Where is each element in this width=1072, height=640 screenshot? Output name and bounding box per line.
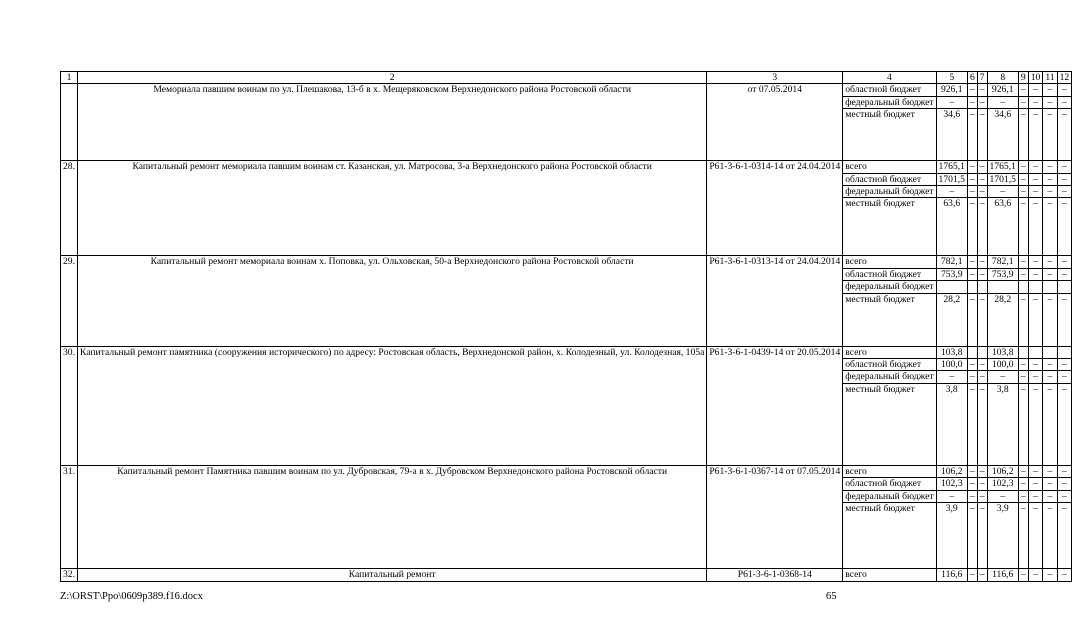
amount-cell bbox=[977, 281, 987, 293]
funding-source: федеральный бюджет bbox=[843, 186, 936, 198]
amount-cell: – bbox=[1057, 268, 1072, 280]
amount-cell: – bbox=[1057, 490, 1072, 502]
file-path: Z:\ORST\Ppo\0609p389.f16.docx bbox=[60, 591, 203, 602]
amount-cell: – bbox=[1043, 383, 1057, 465]
amount-cell: – bbox=[1018, 383, 1028, 465]
amount-cell: 100,0 bbox=[987, 359, 1018, 371]
amount-cell: – bbox=[1018, 198, 1028, 256]
amount-cell: – bbox=[1028, 371, 1043, 383]
amount-cell: 1765,1 bbox=[936, 161, 967, 173]
amount-cell: 28,2 bbox=[987, 293, 1018, 346]
amount-cell: – bbox=[1028, 359, 1043, 371]
amount-cell: 106,2 bbox=[936, 465, 967, 477]
amount-cell: 116,6 bbox=[987, 569, 1018, 581]
amount-cell: 1701,5 bbox=[936, 173, 967, 185]
amount-cell: – bbox=[967, 569, 977, 581]
amount-cell: 782,1 bbox=[987, 256, 1018, 268]
amount-cell bbox=[1028, 346, 1043, 358]
amount-cell: 102,3 bbox=[936, 478, 967, 490]
object-name: Капитальный ремонт bbox=[78, 569, 707, 581]
column-number-row bbox=[61, 72, 1072, 84]
amount-cell: – bbox=[1028, 109, 1043, 161]
amount-cell: – bbox=[977, 293, 987, 346]
amount-cell: – bbox=[967, 359, 977, 371]
amount-cell: – bbox=[977, 198, 987, 256]
amount-cell: – bbox=[1018, 490, 1028, 502]
amount-cell: – bbox=[1057, 465, 1072, 477]
amount-cell: – bbox=[967, 256, 977, 268]
amount-cell: 106,2 bbox=[987, 465, 1018, 477]
amount-cell: – bbox=[977, 109, 987, 161]
table-row bbox=[61, 346, 1072, 358]
amount-cell: – bbox=[1028, 465, 1043, 477]
amount-cell: – bbox=[1028, 198, 1043, 256]
amount-cell: – bbox=[1018, 371, 1028, 383]
column-number: 8 bbox=[987, 72, 1018, 84]
item-number: 32. bbox=[61, 569, 78, 581]
amount-cell: – bbox=[1043, 84, 1057, 96]
amount-cell: – bbox=[977, 490, 987, 502]
funding-source: областной бюджет bbox=[843, 359, 936, 371]
object-name: Капитальный ремонт Памятника павшим воинам по ул. Дубровская, 79-а в х. Дубровском Верхнедонского района Ростовской области bbox=[78, 465, 707, 568]
amount-cell: – bbox=[1057, 383, 1072, 465]
funding-source: областной бюджет bbox=[843, 478, 936, 490]
funding-source: федеральный бюджет bbox=[843, 96, 936, 108]
amount-cell: – bbox=[1028, 186, 1043, 198]
amount-cell: – bbox=[967, 96, 977, 108]
amount-cell: – bbox=[936, 96, 967, 108]
amount-cell: – bbox=[1057, 84, 1072, 96]
amount-cell: 28,2 bbox=[936, 293, 967, 346]
amount-cell: – bbox=[1057, 109, 1072, 161]
amount-cell: – bbox=[977, 569, 987, 581]
object-name: Мемориала павшим воинам по ул. Плешакова, 13-б в х. Мещеряковском Верхнедонского района Ростовской области bbox=[78, 84, 707, 161]
item-number: 29. bbox=[61, 256, 78, 346]
document-ref: Р61-3-6-1-0313-14 от 24.04.2014 bbox=[707, 256, 843, 346]
amount-cell: – bbox=[977, 186, 987, 198]
amount-cell: – bbox=[967, 490, 977, 502]
amount-cell: – bbox=[1043, 503, 1057, 569]
item-number bbox=[61, 84, 78, 161]
amount-cell: – bbox=[1043, 359, 1057, 371]
document-ref: от 07.05.2014 bbox=[707, 84, 843, 161]
amount-cell: 34,6 bbox=[987, 109, 1018, 161]
amount-cell bbox=[1043, 281, 1057, 293]
amount-cell: – bbox=[977, 371, 987, 383]
amount-cell: – bbox=[967, 465, 977, 477]
amount-cell: 753,9 bbox=[987, 268, 1018, 280]
budget-table bbox=[60, 71, 1072, 582]
amount-cell: – bbox=[1057, 293, 1072, 346]
table-row bbox=[61, 569, 1072, 581]
amount-cell: – bbox=[967, 293, 977, 346]
amount-cell: – bbox=[977, 503, 987, 569]
column-number: 6 bbox=[967, 72, 977, 84]
amount-cell: – bbox=[1018, 161, 1028, 173]
amount-cell: – bbox=[1018, 268, 1028, 280]
amount-cell: – bbox=[1057, 569, 1072, 581]
amount-cell: – bbox=[977, 161, 987, 173]
column-number: 5 bbox=[936, 72, 967, 84]
amount-cell: 100,0 bbox=[936, 359, 967, 371]
amount-cell: 926,1 bbox=[987, 84, 1018, 96]
amount-cell bbox=[1018, 346, 1028, 358]
column-number: 2 bbox=[78, 72, 707, 84]
amount-cell: 782,1 bbox=[936, 256, 967, 268]
amount-cell: 3,9 bbox=[987, 503, 1018, 569]
amount-cell: – bbox=[1028, 173, 1043, 185]
amount-cell: – bbox=[977, 478, 987, 490]
amount-cell: – bbox=[1043, 256, 1057, 268]
amount-cell bbox=[967, 281, 977, 293]
amount-cell bbox=[987, 281, 1018, 293]
funding-source: федеральный бюджет bbox=[843, 490, 936, 502]
amount-cell: 63,6 bbox=[936, 198, 967, 256]
amount-cell bbox=[1028, 281, 1043, 293]
amount-cell: – bbox=[1057, 371, 1072, 383]
amount-cell: – bbox=[1028, 161, 1043, 173]
amount-cell: – bbox=[1018, 478, 1028, 490]
amount-cell: – bbox=[1043, 109, 1057, 161]
amount-cell: – bbox=[1043, 96, 1057, 108]
funding-source: местный бюджет bbox=[843, 109, 936, 161]
amount-cell: – bbox=[977, 173, 987, 185]
amount-cell: – bbox=[1028, 383, 1043, 465]
amount-cell: 753,9 bbox=[936, 268, 967, 280]
amount-cell: – bbox=[1043, 490, 1057, 502]
column-number: 4 bbox=[843, 72, 936, 84]
amount-cell: – bbox=[1043, 268, 1057, 280]
amount-cell: – bbox=[977, 84, 987, 96]
amount-cell: 1701,5 bbox=[987, 173, 1018, 185]
amount-cell: – bbox=[1018, 569, 1028, 581]
amount-cell: – bbox=[977, 359, 987, 371]
amount-cell: – bbox=[1028, 256, 1043, 268]
amount-cell: 103,8 bbox=[987, 346, 1018, 358]
amount-cell bbox=[977, 346, 987, 358]
table-row bbox=[61, 465, 1072, 477]
amount-cell: – bbox=[1057, 478, 1072, 490]
amount-cell: – bbox=[977, 268, 987, 280]
amount-cell: – bbox=[1057, 161, 1072, 173]
amount-cell: – bbox=[977, 383, 987, 465]
amount-cell bbox=[936, 281, 967, 293]
amount-cell: – bbox=[1057, 186, 1072, 198]
object-name: Капитальный ремонт памятника (сооружения исторического) по адресу: Ростовская область, Верхнедонской район, х. Колодезный, ул. Колодезная, 105а bbox=[78, 346, 707, 465]
amount-cell: – bbox=[1028, 84, 1043, 96]
object-name: Капитальный ремонт мемориала павшим воинам ст. Казанская, ул. Матросова, 3-а Верхнедонского района Ростовской области bbox=[78, 161, 707, 256]
amount-cell: – bbox=[1043, 293, 1057, 346]
funding-source: областной бюджет bbox=[843, 173, 936, 185]
funding-source: всего bbox=[843, 465, 936, 477]
funding-source: местный бюджет bbox=[843, 293, 936, 346]
amount-cell: – bbox=[967, 371, 977, 383]
amount-cell: 103,8 bbox=[936, 346, 967, 358]
amount-cell: – bbox=[977, 96, 987, 108]
item-number: 28. bbox=[61, 161, 78, 256]
amount-cell: – bbox=[987, 490, 1018, 502]
document-ref: Р61-3-6-1-0367-14 от 07.05.2014 bbox=[707, 465, 843, 568]
item-number: 30. bbox=[61, 346, 78, 465]
funding-source: всего bbox=[843, 161, 936, 173]
amount-cell: – bbox=[1028, 96, 1043, 108]
amount-cell: 3,9 bbox=[936, 503, 967, 569]
amount-cell: – bbox=[967, 161, 977, 173]
amount-cell: – bbox=[1018, 186, 1028, 198]
table-row bbox=[61, 256, 1072, 268]
funding-source: местный бюджет bbox=[843, 503, 936, 569]
amount-cell: – bbox=[936, 186, 967, 198]
column-number: 9 bbox=[1018, 72, 1028, 84]
amount-cell: – bbox=[967, 186, 977, 198]
amount-cell: – bbox=[967, 268, 977, 280]
amount-cell: – bbox=[987, 371, 1018, 383]
amount-cell: – bbox=[967, 173, 977, 185]
amount-cell: – bbox=[1043, 478, 1057, 490]
amount-cell: – bbox=[967, 478, 977, 490]
amount-cell: – bbox=[1018, 503, 1028, 569]
column-number: 7 bbox=[977, 72, 987, 84]
amount-cell: – bbox=[1018, 359, 1028, 371]
amount-cell: – bbox=[1018, 96, 1028, 108]
amount-cell: – bbox=[977, 256, 987, 268]
amount-cell: 3,8 bbox=[936, 383, 967, 465]
amount-cell: – bbox=[967, 383, 977, 465]
amount-cell: – bbox=[936, 371, 967, 383]
amount-cell: – bbox=[1018, 109, 1028, 161]
amount-cell: 1765,1 bbox=[987, 161, 1018, 173]
document-ref: Р61-3-6-1-0368-14 bbox=[707, 569, 843, 581]
amount-cell: – bbox=[967, 198, 977, 256]
funding-source: всего bbox=[843, 569, 936, 581]
amount-cell bbox=[1057, 346, 1072, 358]
item-number: 31. bbox=[61, 465, 78, 568]
amount-cell: – bbox=[1043, 161, 1057, 173]
amount-cell: – bbox=[967, 84, 977, 96]
amount-cell: – bbox=[1057, 256, 1072, 268]
amount-cell: – bbox=[1018, 293, 1028, 346]
funding-source: федеральный бюджет bbox=[843, 371, 936, 383]
amount-cell: – bbox=[967, 503, 977, 569]
table-row bbox=[61, 161, 1072, 173]
amount-cell: – bbox=[1043, 186, 1057, 198]
amount-cell: – bbox=[1057, 198, 1072, 256]
amount-cell: – bbox=[1043, 173, 1057, 185]
amount-cell: – bbox=[1057, 359, 1072, 371]
amount-cell: – bbox=[1043, 371, 1057, 383]
amount-cell: – bbox=[1057, 96, 1072, 108]
funding-source: местный бюджет bbox=[843, 383, 936, 465]
amount-cell: – bbox=[1028, 268, 1043, 280]
amount-cell: – bbox=[1057, 503, 1072, 569]
amount-cell: – bbox=[977, 465, 987, 477]
column-number: 1 bbox=[61, 72, 78, 84]
amount-cell: – bbox=[1043, 465, 1057, 477]
column-number: 10 bbox=[1028, 72, 1043, 84]
amount-cell: 63,6 bbox=[987, 198, 1018, 256]
amount-cell: – bbox=[1043, 569, 1057, 581]
table-body bbox=[61, 72, 1072, 582]
amount-cell: – bbox=[1028, 478, 1043, 490]
amount-cell bbox=[1057, 281, 1072, 293]
amount-cell: – bbox=[1028, 490, 1043, 502]
table-row bbox=[61, 84, 1072, 96]
page-number: 65 bbox=[826, 591, 837, 602]
funding-source: областной бюджет bbox=[843, 84, 936, 96]
amount-cell: – bbox=[1018, 465, 1028, 477]
amount-cell bbox=[967, 346, 977, 358]
amount-cell: – bbox=[1018, 173, 1028, 185]
amount-cell: – bbox=[936, 490, 967, 502]
amount-cell: 102,3 bbox=[987, 478, 1018, 490]
column-number: 3 bbox=[707, 72, 843, 84]
amount-cell: 116,6 bbox=[936, 569, 967, 581]
amount-cell: – bbox=[1057, 173, 1072, 185]
funding-source: федеральный бюджет bbox=[843, 281, 936, 293]
amount-cell: – bbox=[987, 96, 1018, 108]
amount-cell: – bbox=[1028, 569, 1043, 581]
funding-source: местный бюджет bbox=[843, 198, 936, 256]
column-number: 12 bbox=[1057, 72, 1072, 84]
object-name: Капитальный ремонт мемориала воинам х. Поповка, ул. Ольховская, 50-а Верхнедонского района Ростовской области bbox=[78, 256, 707, 346]
funding-source: областной бюджет bbox=[843, 268, 936, 280]
amount-cell bbox=[1018, 281, 1028, 293]
amount-cell: – bbox=[987, 186, 1018, 198]
document-ref: Р61-3-6-1-0314-14 от 24.04.2014 bbox=[707, 161, 843, 256]
amount-cell: 34,6 bbox=[936, 109, 967, 161]
amount-cell: 3,8 bbox=[987, 383, 1018, 465]
amount-cell: – bbox=[1018, 84, 1028, 96]
amount-cell: – bbox=[1043, 198, 1057, 256]
amount-cell: – bbox=[1028, 293, 1043, 346]
column-number: 11 bbox=[1043, 72, 1057, 84]
amount-cell bbox=[1043, 346, 1057, 358]
funding-source: всего bbox=[843, 346, 936, 358]
amount-cell: 926,1 bbox=[936, 84, 967, 96]
document-ref: Р61-3-6-1-0439-14 от 20.05.2014 bbox=[707, 346, 843, 465]
amount-cell: – bbox=[967, 109, 977, 161]
funding-source: всего bbox=[843, 256, 936, 268]
amount-cell: – bbox=[1028, 503, 1043, 569]
amount-cell: – bbox=[1018, 256, 1028, 268]
